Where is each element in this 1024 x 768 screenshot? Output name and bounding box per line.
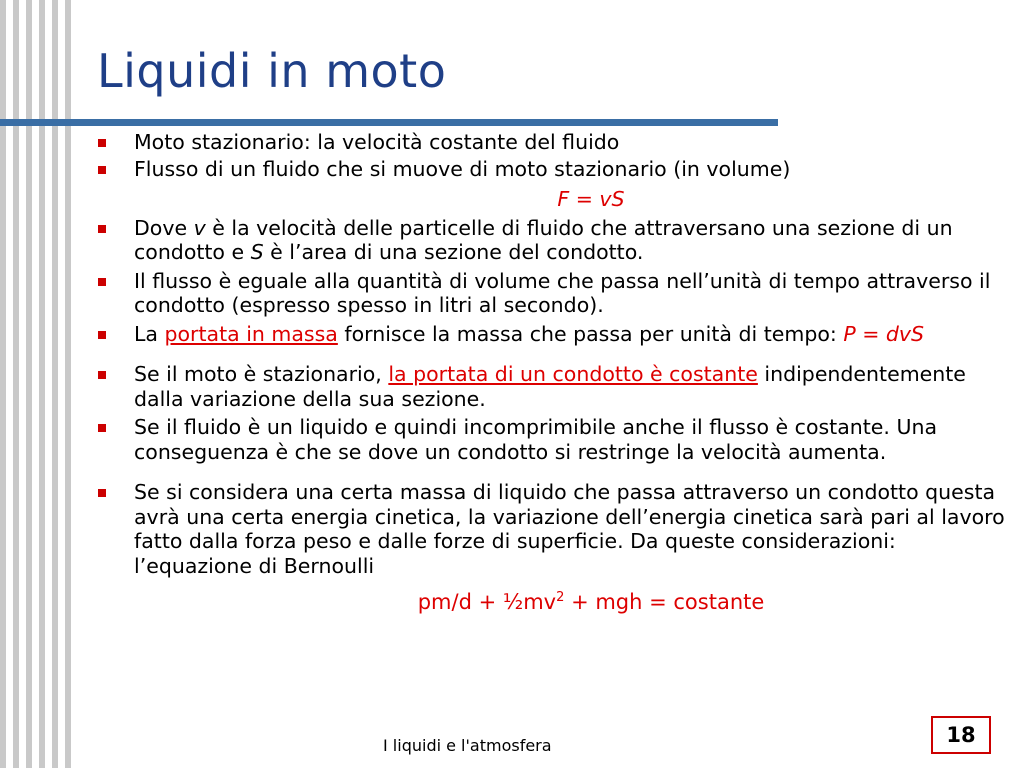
mass-flow-formula: P = dvS xyxy=(843,321,925,346)
bullet-square-icon xyxy=(98,424,106,432)
page-number: 18 xyxy=(931,716,991,754)
text-segment: Se il moto è stazionario, xyxy=(134,362,389,386)
bullet-text: Flusso di un fluido che si muove di moto stazionario (in volume) xyxy=(134,156,791,181)
bullet-square-icon xyxy=(98,331,106,339)
footer-text: I liquidi e l'atmosfera xyxy=(383,736,552,755)
bullet-item xyxy=(96,322,1006,347)
slide-title: Liquidi in moto xyxy=(97,44,447,98)
var-s: S xyxy=(250,240,264,264)
bullet-text: Moto stazionario: la velocità costante del fluido xyxy=(134,130,620,154)
text-segment: La xyxy=(134,321,165,346)
bullet-square-icon xyxy=(98,278,106,286)
text-segment: indipendentemente dalla variazione della sua sezione. xyxy=(134,362,966,411)
bullet-square-icon xyxy=(98,139,106,147)
bullet-square-icon xyxy=(98,166,106,174)
var-v: v xyxy=(193,215,206,240)
decorative-stripes xyxy=(0,0,78,768)
bullet-item xyxy=(96,480,1006,578)
bullet-square-icon xyxy=(98,371,106,379)
bullet-square-icon xyxy=(98,225,106,233)
bullet-item xyxy=(96,269,1006,318)
bernoulli-equation xyxy=(96,586,1006,615)
text-segment: + mgh = costante xyxy=(564,590,765,614)
flow-formula: F = vS xyxy=(557,187,625,211)
superscript: 2 xyxy=(556,590,565,605)
text-segment: è l’area di una sezione del condotto. xyxy=(263,240,644,264)
text-segment: pm/d + ½mv xyxy=(417,590,557,614)
bullet-item xyxy=(96,415,1006,464)
bullet-item xyxy=(96,216,1006,265)
bullet-text: Se si considera una certa massa di liquido che passa attraverso un condotto questa avrà una certa energia cinetica, la variazione dell’energia cinetica sarà pari al lavoro fatto dalla forza peso e dalle forze di superficie. Da queste considerazioni: l’equazione di Bernoulli xyxy=(134,480,1005,578)
bullet-item xyxy=(96,157,1006,182)
bullet-text: Se il fluido è un liquido e quindi incomprimibile anche il flusso è costante. Una conseguenza è che se dove un condotto si restringe la velocità aumenta. xyxy=(134,415,938,464)
bullet-text: Il flusso è eguale alla quantità di volume che passa nell’unità di tempo attraverso il condotto (espresso spesso in litri al secondo). xyxy=(134,268,991,317)
title-underline xyxy=(0,119,778,126)
bullet-square-icon xyxy=(98,489,106,497)
portata-costante-link[interactable]: la portata di un condotto è costante xyxy=(388,362,758,386)
slide-content xyxy=(96,130,1006,615)
text-segment: è la velocità delle particelle di fluido che attraversano una sezione di un condotto e xyxy=(134,215,953,264)
text-segment: Dove xyxy=(134,215,194,240)
bullet-item xyxy=(96,130,1006,155)
bullet-item xyxy=(96,362,1006,411)
text-segment: fornisce la massa che passa per unità di tempo: xyxy=(337,321,844,346)
portata-in-massa-link[interactable]: portata in massa xyxy=(164,321,338,346)
